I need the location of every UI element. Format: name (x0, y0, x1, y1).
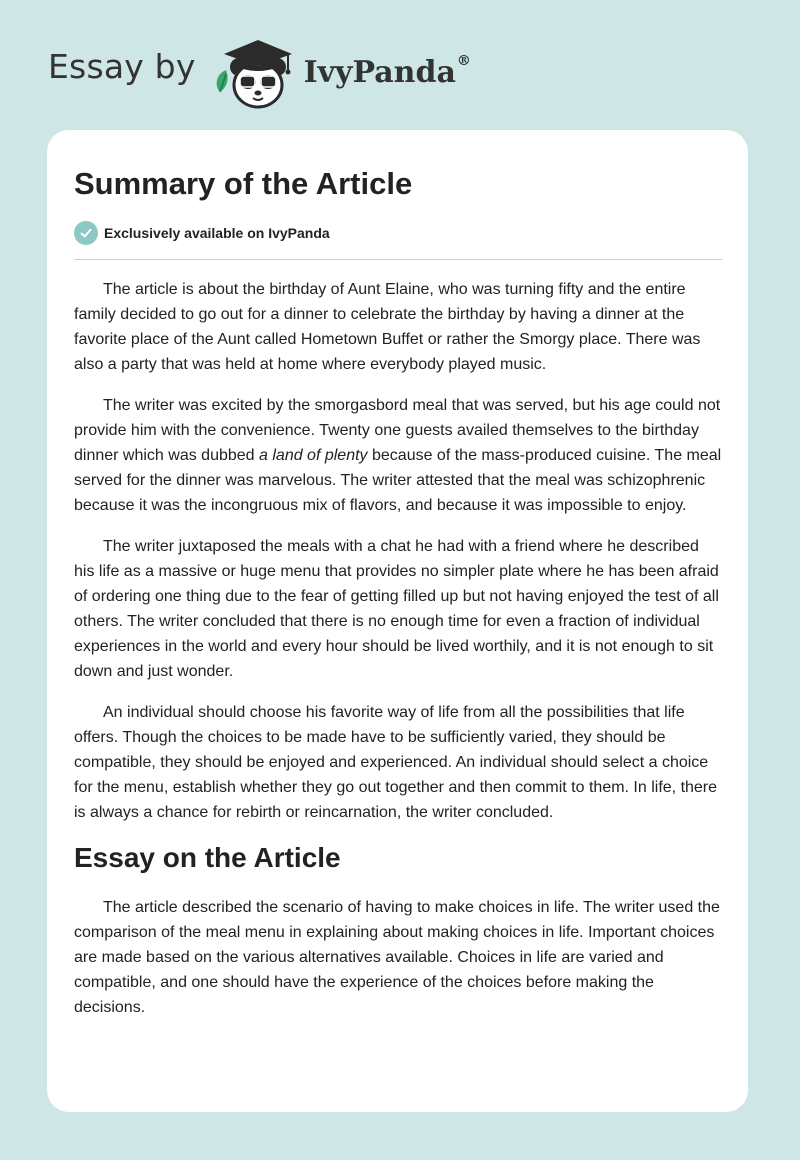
exclusive-badge (74, 220, 722, 246)
divider (74, 259, 722, 260)
paragraph-text: The writer was excited by the smorgasbord meal that was served, but his age could not provide him with the convenience. Twenty one guests availed themselves to the birthday dinner which was dubbed (74, 397, 721, 464)
article-title: Summary of the Article (74, 166, 413, 201)
brand-name-text: IvyPanda (303, 54, 456, 90)
essay-section (74, 895, 722, 1020)
brand-prefix: Essay by (48, 46, 196, 86)
paragraph: An individual should choose his favorite way of life from all the possibilities that life offers. Though the choices to be made have to be sufficiently varied, they should be compatible, they should be enjoyed and experienced. An individual should select a choice for the menu, establish whether they go out together and then commit to them. In life, there is always a chance for rebirth or reincarnation, the writer concluded. (74, 704, 718, 821)
paragraph: The article described the scenario of having to make choices in life. The writer used the comparison of the meal menu in explaining about making choices in life. Important choices are made based on the various alternatives available. Choices in life are varied and compatible, and one should have the experience of the choices before making the decisions. (74, 899, 720, 1016)
paragraph-text: because of the mass-produced cuisine. The meal served for the dinner was marvelous. The writer attested that the meal was schizophrenic because it was the incongruous mix of flavors, and because it was impossible to enjoy. (74, 447, 722, 514)
paragraph (74, 393, 722, 518)
summary-section (74, 277, 722, 825)
essay-heading: Essay on the Article (74, 842, 341, 873)
panda-graduate-icon[interactable] (210, 30, 300, 110)
site-header (48, 30, 471, 110)
article-card (47, 130, 748, 1112)
badge-text: Exclusively available on IvyPanda (104, 225, 330, 241)
check-circle-icon (74, 221, 98, 245)
registered-mark: ® (456, 52, 471, 69)
emphasis-text: a land of plenty (259, 447, 368, 464)
paragraph: The writer juxtaposed the meals with a chat he had with a friend where he described his life as a massive or huge menu that provides no simpler plate where he has been afraid of ordering one thing due to the fear of getting filled up but not having enjoyed the test of all others. The writer concluded that there is no enough time for even a fraction of individual experiences in the world and every hour should be lived worthily, and it is not enough to sit down and just wonder. (74, 538, 719, 680)
paragraph: The article is about the birthday of Aunt Elaine, who was turning fifty and the entire family decided to go out for a dinner to celebrate the birthday by having a dinner at the favorite place of the Aunt called Hometown Buffet or rather the Smorgy place. There was also a party that was held at home where everybody played music. (74, 281, 701, 373)
brand-name[interactable] (303, 52, 471, 90)
